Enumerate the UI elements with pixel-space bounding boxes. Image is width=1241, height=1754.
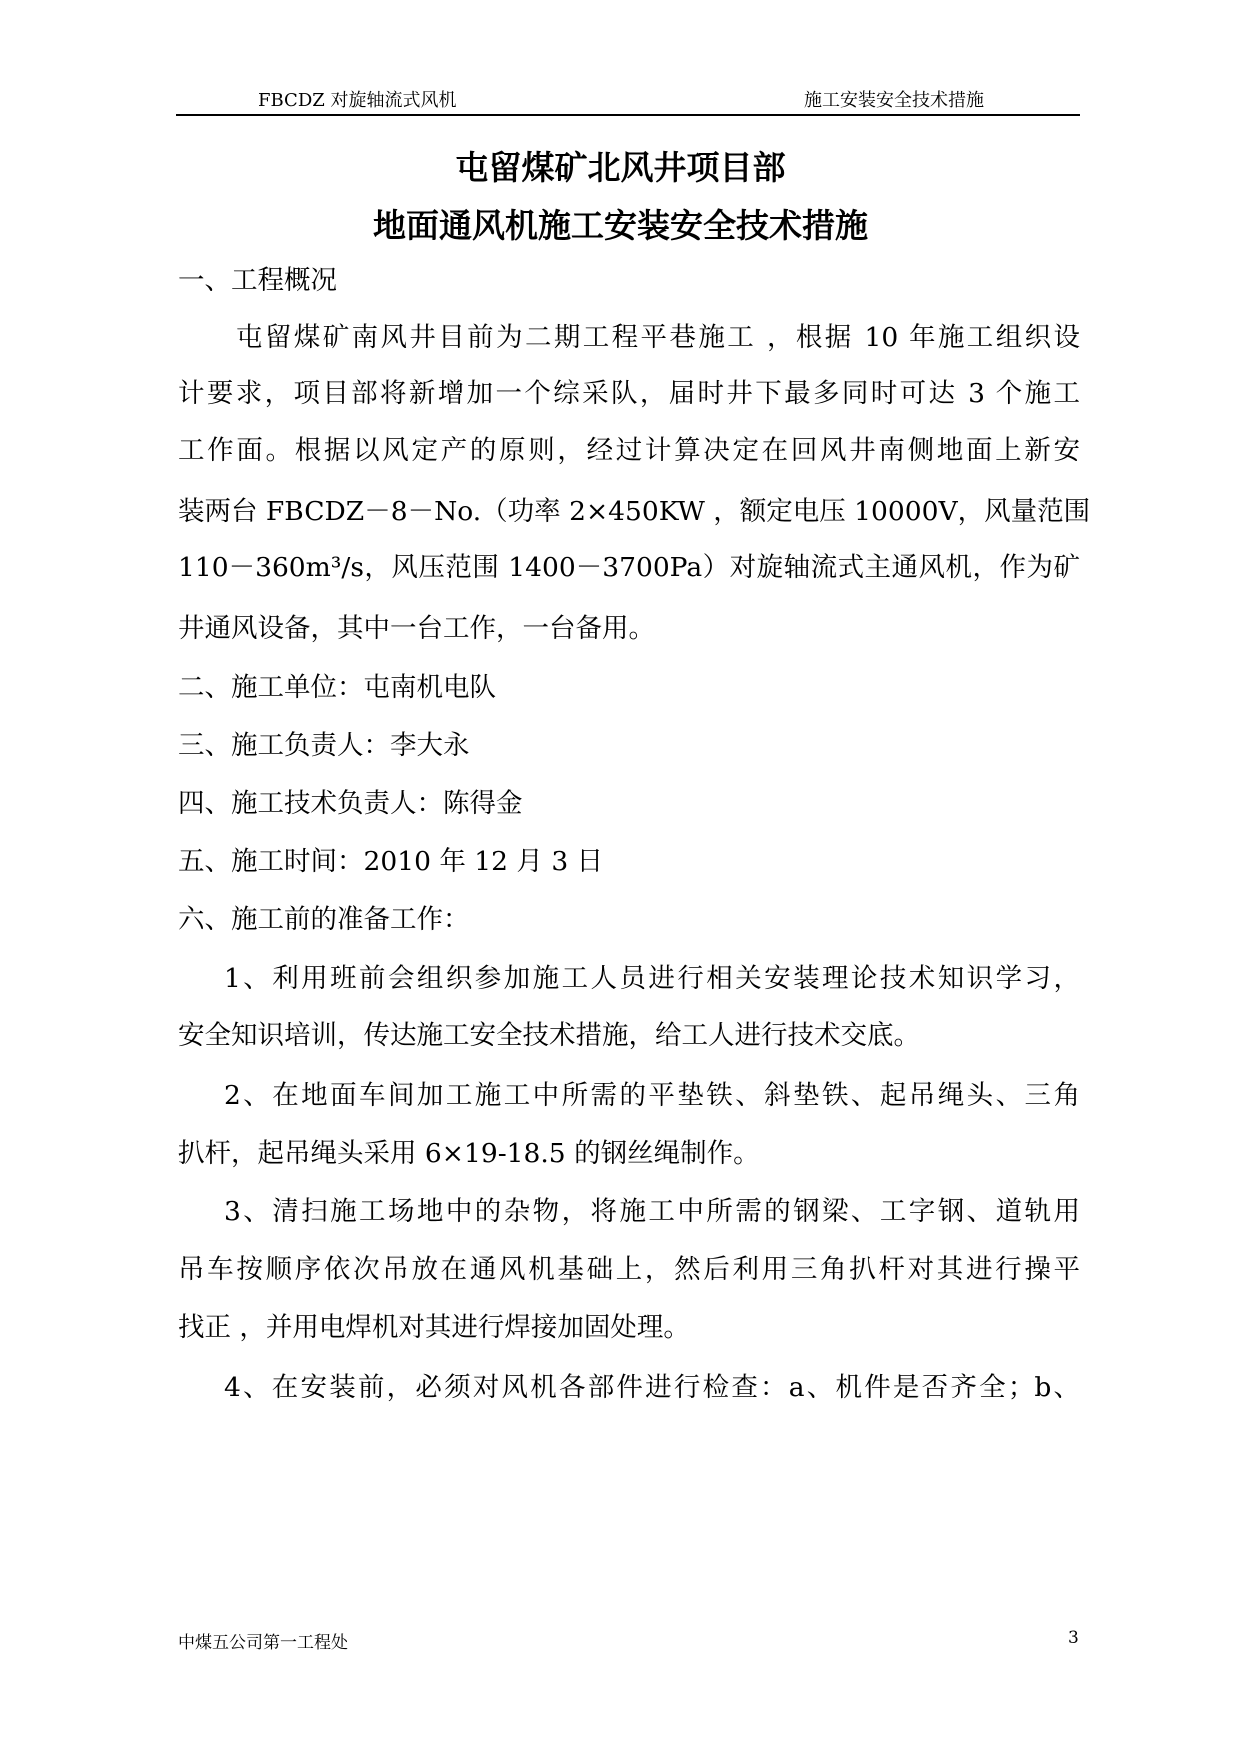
item-3-line: 吊车按顺序依次吊放在通风机基础上，然后利用三角扒杆对其进行操平 [178, 1254, 1080, 1285]
section-2-construction-unit: 二、施工单位：屯南机电队 [178, 672, 496, 703]
section-1-paragraph-line: 110－360m³/s，风压范围 1400－3700Pa）对旋轴流式主通风机，作为矿 [178, 552, 1080, 583]
section-1-paragraph-line: 工作面。根据以风定产的原则，经过计算决定在回风井南侧地面上新安 [178, 435, 1080, 466]
item-3-line: 找正 ，并用电焊机对其进行焊接加固处理。 [178, 1312, 690, 1343]
section-3-person-in-charge: 三、施工负责人：李大永 [178, 730, 470, 761]
item-1-line: 安全知识培训，传达施工安全技术措施，给工人进行技术交底。 [178, 1020, 920, 1051]
section-5-construction-date: 五、施工时间：2010 年 12 月 3 日 [178, 846, 604, 877]
section-4-technical-lead: 四、施工技术负责人：陈得金 [178, 788, 523, 819]
document-title-line1: 屯留煤矿北风井项目部 [455, 148, 786, 187]
item-2-line: 2、在地面车间加工施工中所需的平垫铁、斜垫铁、起吊绳头、三角 [224, 1080, 1080, 1111]
footer-company: 中煤五公司第一工程处 [178, 1633, 348, 1653]
item-2-line: 扒杆，起吊绳头采用 6×19-18.5 的钢丝绳制作。 [178, 1138, 760, 1169]
document-title-line2: 地面通风机施工安装安全技术措施 [373, 206, 868, 245]
section-1-paragraph-line: 装两台 FBCDZ－8－No.（功率 2×450KW ，额定电压 10000V，风量范围 [178, 496, 1091, 527]
item-3-line: 3、清扫施工场地中的杂物，将施工中所需的钢梁、工字钢、道轨用 [224, 1196, 1080, 1227]
header-right-text: 施工安装安全技术措施 [804, 90, 984, 111]
section-1-paragraph-line: 计要求，项目部将新增加一个综采队，届时井下最多同时可达 3 个施工 [178, 378, 1080, 409]
page-number: 3 [1068, 1628, 1079, 1648]
page-header [176, 82, 1080, 116]
section-6-heading: 六、施工前的准备工作： [178, 904, 470, 935]
section-1-paragraph-line: 屯留煤矿南风井目前为二期工程平巷施工 ，根据 10 年施工组织设 [236, 322, 1080, 353]
item-4-line: 4、在安装前，必须对风机各部件进行检查：a、机件是否齐全；b、 [224, 1372, 1080, 1403]
section-1-paragraph-line: 井通风设备，其中一台工作，一台备用。 [178, 613, 655, 644]
item-1-line: 1、利用班前会组织参加施工人员进行相关安装理论技术知识学习， [224, 963, 1080, 994]
section-1-heading: 一、工程概况 [178, 265, 337, 296]
header-left-text: FBCDZ 对旋轴流式风机 [258, 90, 457, 111]
